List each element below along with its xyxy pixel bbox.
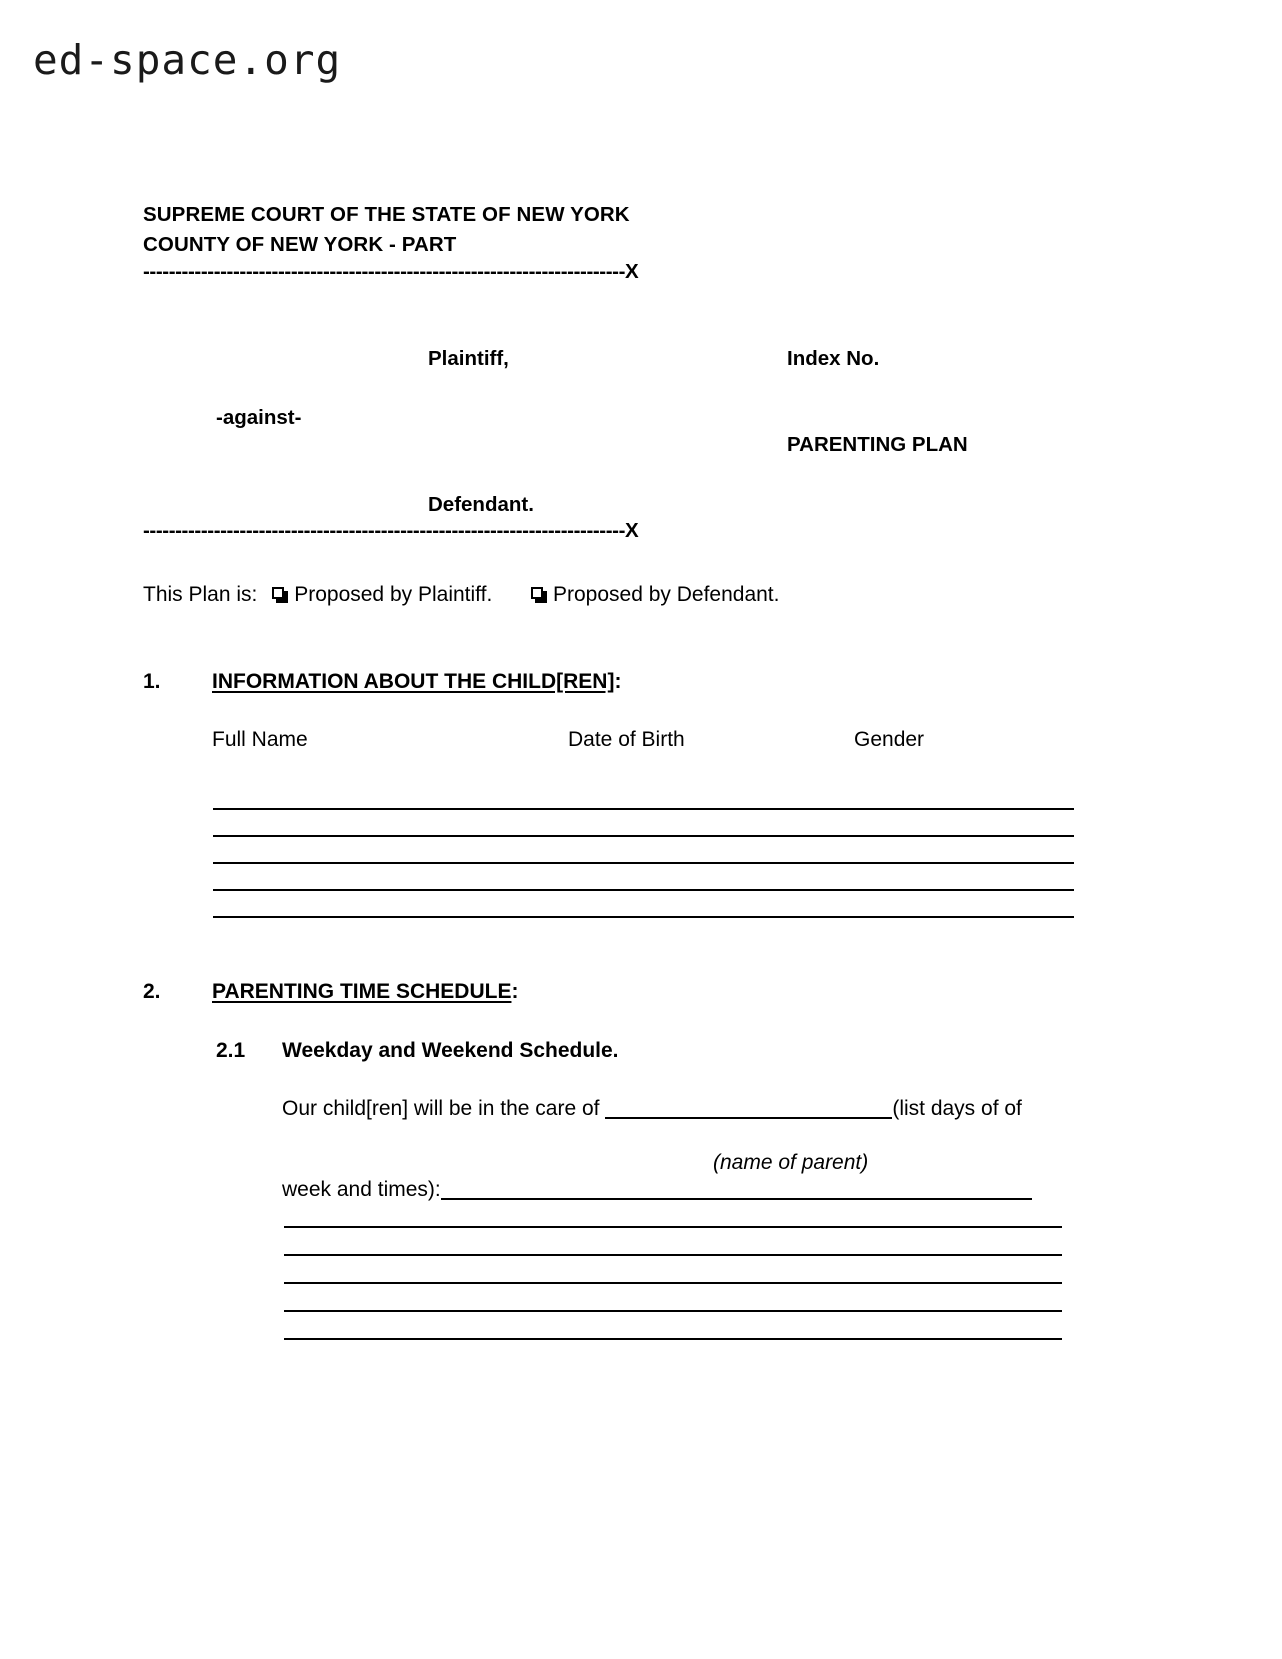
column-header-full-name: Full Name	[212, 728, 308, 751]
children-blank-line[interactable]	[213, 862, 1074, 864]
schedule-entry-prefix: week and times):	[282, 1178, 441, 1201]
caption-plaintiff-label: Plaintiff,	[428, 347, 509, 370]
caption-against-label: -against-	[216, 406, 302, 429]
court-header-line-1: SUPREME COURT OF THE STATE OF NEW YORK	[143, 203, 630, 226]
checkbox-proposed-by-defendant[interactable]	[522, 581, 553, 609]
children-blank-line[interactable]	[213, 889, 1074, 891]
subsection-2-1-heading: Weekday and Weekend Schedule.	[282, 1039, 619, 1062]
caption-defendant-label: Defendant.	[428, 493, 534, 516]
schedule-blank-line[interactable]	[284, 1282, 1062, 1284]
section-2-heading	[212, 980, 518, 1004]
caption-rule-top: ---------------------------------------------------------------------------X	[143, 262, 639, 282]
schedule-blank-line[interactable]	[284, 1310, 1062, 1312]
children-blank-line[interactable]	[213, 916, 1074, 918]
watermark-ed-space-org: ed-space.org	[33, 36, 342, 84]
schedule-blank-field[interactable]	[441, 1178, 1032, 1200]
subsection-2-1-number: 2.1	[216, 1039, 246, 1062]
schedule-blank-line[interactable]	[284, 1254, 1062, 1256]
section-2-heading-text: PARENTING TIME SCHEDULE	[212, 980, 512, 1003]
children-blank-line[interactable]	[213, 835, 1074, 837]
court-header	[143, 200, 630, 260]
checkbox-proposed-by-defendant-label: Proposed by Defendant.	[552, 583, 780, 606]
plan-proposal-row	[143, 581, 779, 609]
name-of-parent-caption: (name of parent)	[713, 1151, 869, 1174]
court-header-line-2: COUNTY OF NEW YORK - PART	[143, 233, 457, 256]
column-header-date-of-birth: Date of Birth	[568, 728, 685, 751]
section-1-heading-colon: :	[614, 670, 622, 693]
paragraph-text-before-blank: Our child[ren] will be in the care of	[282, 1097, 606, 1120]
plan-is-label: This Plan is:	[143, 583, 258, 606]
schedule-blank-line[interactable]	[284, 1338, 1062, 1340]
section-1-number: 1.	[143, 670, 161, 693]
section-1-heading-text: INFORMATION ABOUT THE CHILD[REN]	[212, 670, 615, 693]
section-1-heading	[212, 670, 621, 694]
checkbox-proposed-by-plaintiff-label: Proposed by Plaintiff.	[294, 583, 493, 606]
children-blank-line[interactable]	[213, 808, 1074, 810]
column-header-gender: Gender	[854, 728, 925, 751]
checkbox-empty-icon	[272, 587, 287, 602]
paragraph-text-after-blank: (list days of	[892, 1097, 999, 1120]
section-2-heading-colon: :	[511, 980, 519, 1003]
parent-name-blank-field[interactable]	[605, 1098, 892, 1119]
checkbox-empty-icon	[531, 587, 546, 602]
schedule-entry-line	[282, 1178, 1032, 1202]
schedule-blank-line[interactable]	[284, 1226, 1062, 1228]
section-2-number: 2.	[143, 980, 161, 1003]
caption-rule-bottom: ---------------------------------------------------------------------------X	[143, 521, 639, 541]
subsection-2-1-paragraph: Our child[ren] will be in the care of (list days of of	[282, 1097, 1022, 1120]
document-title: PARENTING PLAN	[787, 433, 968, 456]
caption-index-no-label: Index No.	[787, 347, 880, 370]
checkbox-proposed-by-plaintiff[interactable]	[263, 581, 294, 609]
